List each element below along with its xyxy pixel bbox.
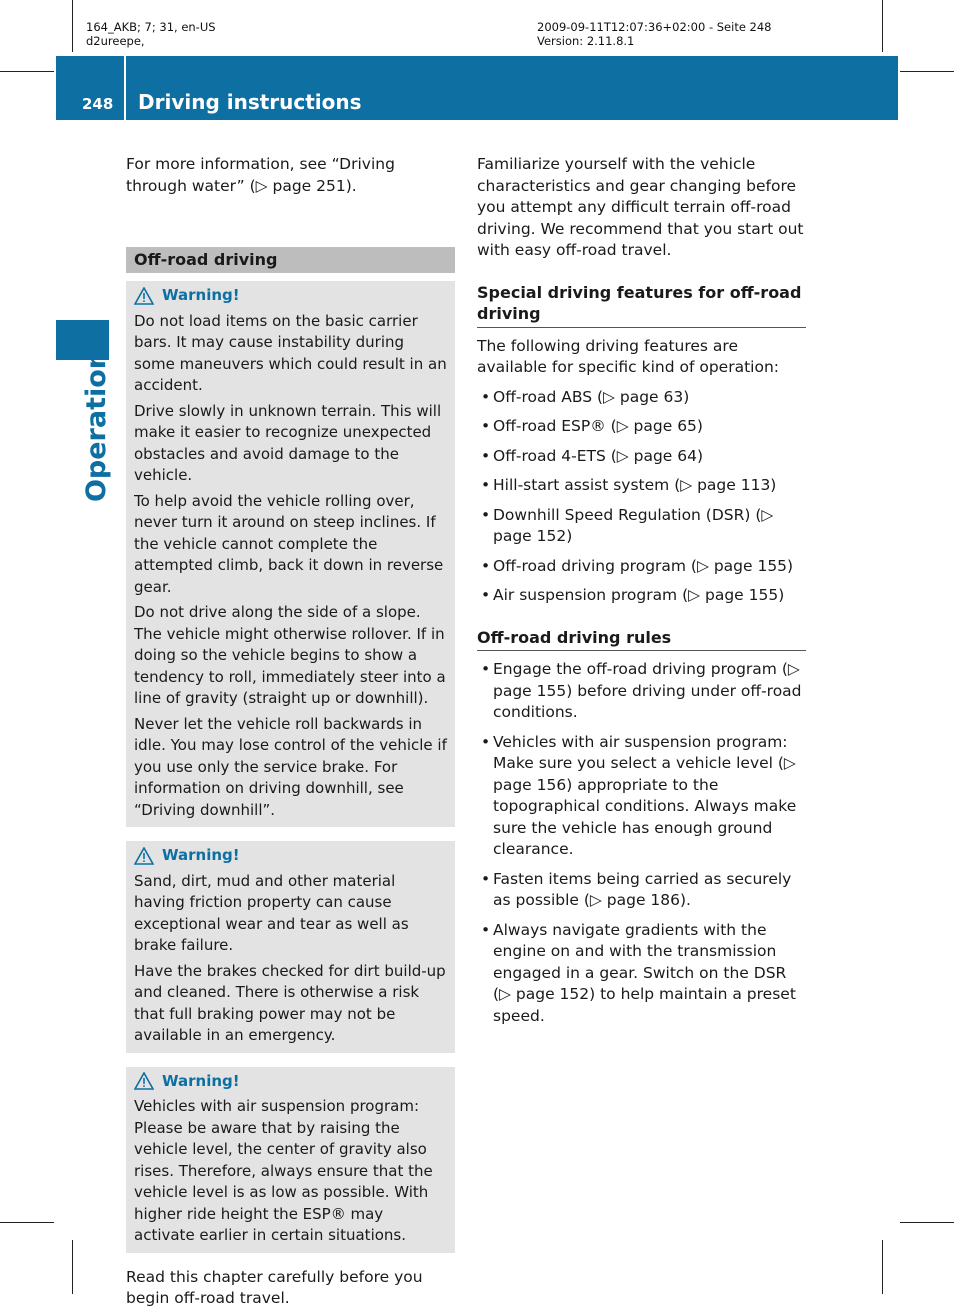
warning-title-text: Warning! xyxy=(162,286,240,304)
section-heading: Off-road driving xyxy=(126,247,455,273)
meta-line: Version: 2.11.8.1 xyxy=(537,34,635,48)
print-meta-right xyxy=(537,20,772,48)
header-separator xyxy=(124,56,126,120)
warning-title xyxy=(134,1071,447,1093)
warning-box xyxy=(126,841,455,1053)
warning-paragraph: To help avoid the vehicle rolling over, never turn it around on steep inclines. If the vehicle cannot complete the attempted climb, back it down in reverse gear. xyxy=(134,491,444,596)
warning-icon xyxy=(134,1072,154,1090)
crop-mark xyxy=(900,71,954,72)
list-item: • Air suspension program (▷ page 155) xyxy=(477,585,806,607)
crop-mark xyxy=(882,1240,883,1294)
warning-icon xyxy=(134,287,154,305)
list-item: • Off-road 4-ETS (▷ page 64) xyxy=(477,446,806,468)
crop-mark xyxy=(900,1222,954,1223)
meta-line: 164_AKB; 7; 31, en-US xyxy=(86,20,216,34)
warning-paragraph: Never let the vehicle roll backwards in idle. You may lose control of the vehicle if you use only the service brake. For information on driving downhill, see “Driving downhill”. xyxy=(134,714,447,819)
warning-paragraph: Have the brakes checked for dirt build-up and cleaned. There is otherwise a risk that full braking power may not be available in an emergency. xyxy=(134,961,446,1044)
list-item: • Downhill Speed Regulation (DSR) (▷ page 152) xyxy=(477,505,806,548)
intro-text: Familiarize yourself with the vehicle characteristics and gear changing before you attempt any difficult terrain off-road driving. We recommend that you start out with easy off-road travel. xyxy=(477,155,804,259)
list-item: • Off-road ESP® (▷ page 65) xyxy=(477,416,806,438)
list-item: • Vehicles with air suspension program: Make sure you select a vehicle level (▷ page 156) appropriate to the topographical conditions. Always make sure the vehicle has enough ground clearance. xyxy=(477,732,806,861)
list-item: • Off-road ABS (▷ page 63) xyxy=(477,387,806,409)
warning-title xyxy=(134,845,447,867)
warning-paragraph: Sand, dirt, mud and other material having friction property can cause exceptional wear and tear as well as brake failure. xyxy=(134,871,409,954)
left-column xyxy=(126,154,455,1310)
features-intro: The following driving features are available for specific kind of operation: xyxy=(477,336,780,376)
list-item: • Fasten items being carried as securely as possible (▷ page 186). xyxy=(477,869,806,912)
warning-paragraph: Do not load items on the basic carrier bars. It may cause instability during some maneuvers which could result in an accident. xyxy=(134,311,447,394)
warning-paragraph: Vehicles with air suspension program: Please be aware that by raising the vehicle level, the center of gravity also rises. Therefore, always ensure that the vehicle level is as low as possible. With higher ride height the ESP® may activate earlier in certain situations. xyxy=(134,1097,433,1244)
warning-box xyxy=(126,281,455,827)
crop-mark xyxy=(72,1240,73,1294)
list-item: • Off-road driving program (▷ page 155) xyxy=(477,556,806,578)
warning-paragraph: Do not drive along the side of a slope. The vehicle might otherwise rollover. If in doing so the vehicle begins to show a tendency to roll, immediately steer into a line of gravity (straight up or downhill). xyxy=(134,603,446,707)
features-heading: Special driving features for off-road driving xyxy=(477,282,806,328)
chapter-title: Driving instructions xyxy=(138,90,362,114)
features-list xyxy=(477,387,806,607)
rules-heading: Off-road driving rules xyxy=(477,627,806,652)
right-column xyxy=(477,154,806,1035)
list-item: • Hill-start assist system (▷ page 113) xyxy=(477,475,806,497)
list-item: • Engage the off-road driving program (▷ page 155) before driving under off-road conditions. xyxy=(477,659,806,724)
meta-line: 2009-09-11T12:07:36+02:00 - Seite 248 xyxy=(537,20,772,34)
warning-icon xyxy=(134,847,154,865)
rules-list xyxy=(477,659,806,1027)
list-item: • Always navigate gradients with the engine on and with the transmission engaged in a gear. Switch on the DSR (▷ page 152) to help maintain a preset speed. xyxy=(477,920,806,1028)
crop-mark xyxy=(0,71,54,72)
closing-text: Read this chapter carefully before you begin off-road travel. xyxy=(126,1267,423,1307)
warning-title-text: Warning! xyxy=(162,1071,240,1090)
crop-mark xyxy=(882,0,883,52)
page-number: 248 xyxy=(82,95,114,113)
meta-line: d2ureepe, xyxy=(86,34,145,48)
warning-paragraph: Drive slowly in unknown terrain. This will make it easier to recognize unexpected obstacles and avoid damage to the vehicle. xyxy=(134,401,442,484)
crop-mark xyxy=(72,0,73,52)
print-meta-left xyxy=(86,20,216,48)
warning-title xyxy=(134,285,447,307)
warning-title-text: Warning! xyxy=(162,846,240,864)
crop-mark xyxy=(0,1222,54,1223)
warning-box xyxy=(126,1067,455,1253)
intro-text: For more information, see “Driving through water” (▷ page 251). xyxy=(126,155,395,195)
side-section-label: Operation xyxy=(81,349,112,503)
